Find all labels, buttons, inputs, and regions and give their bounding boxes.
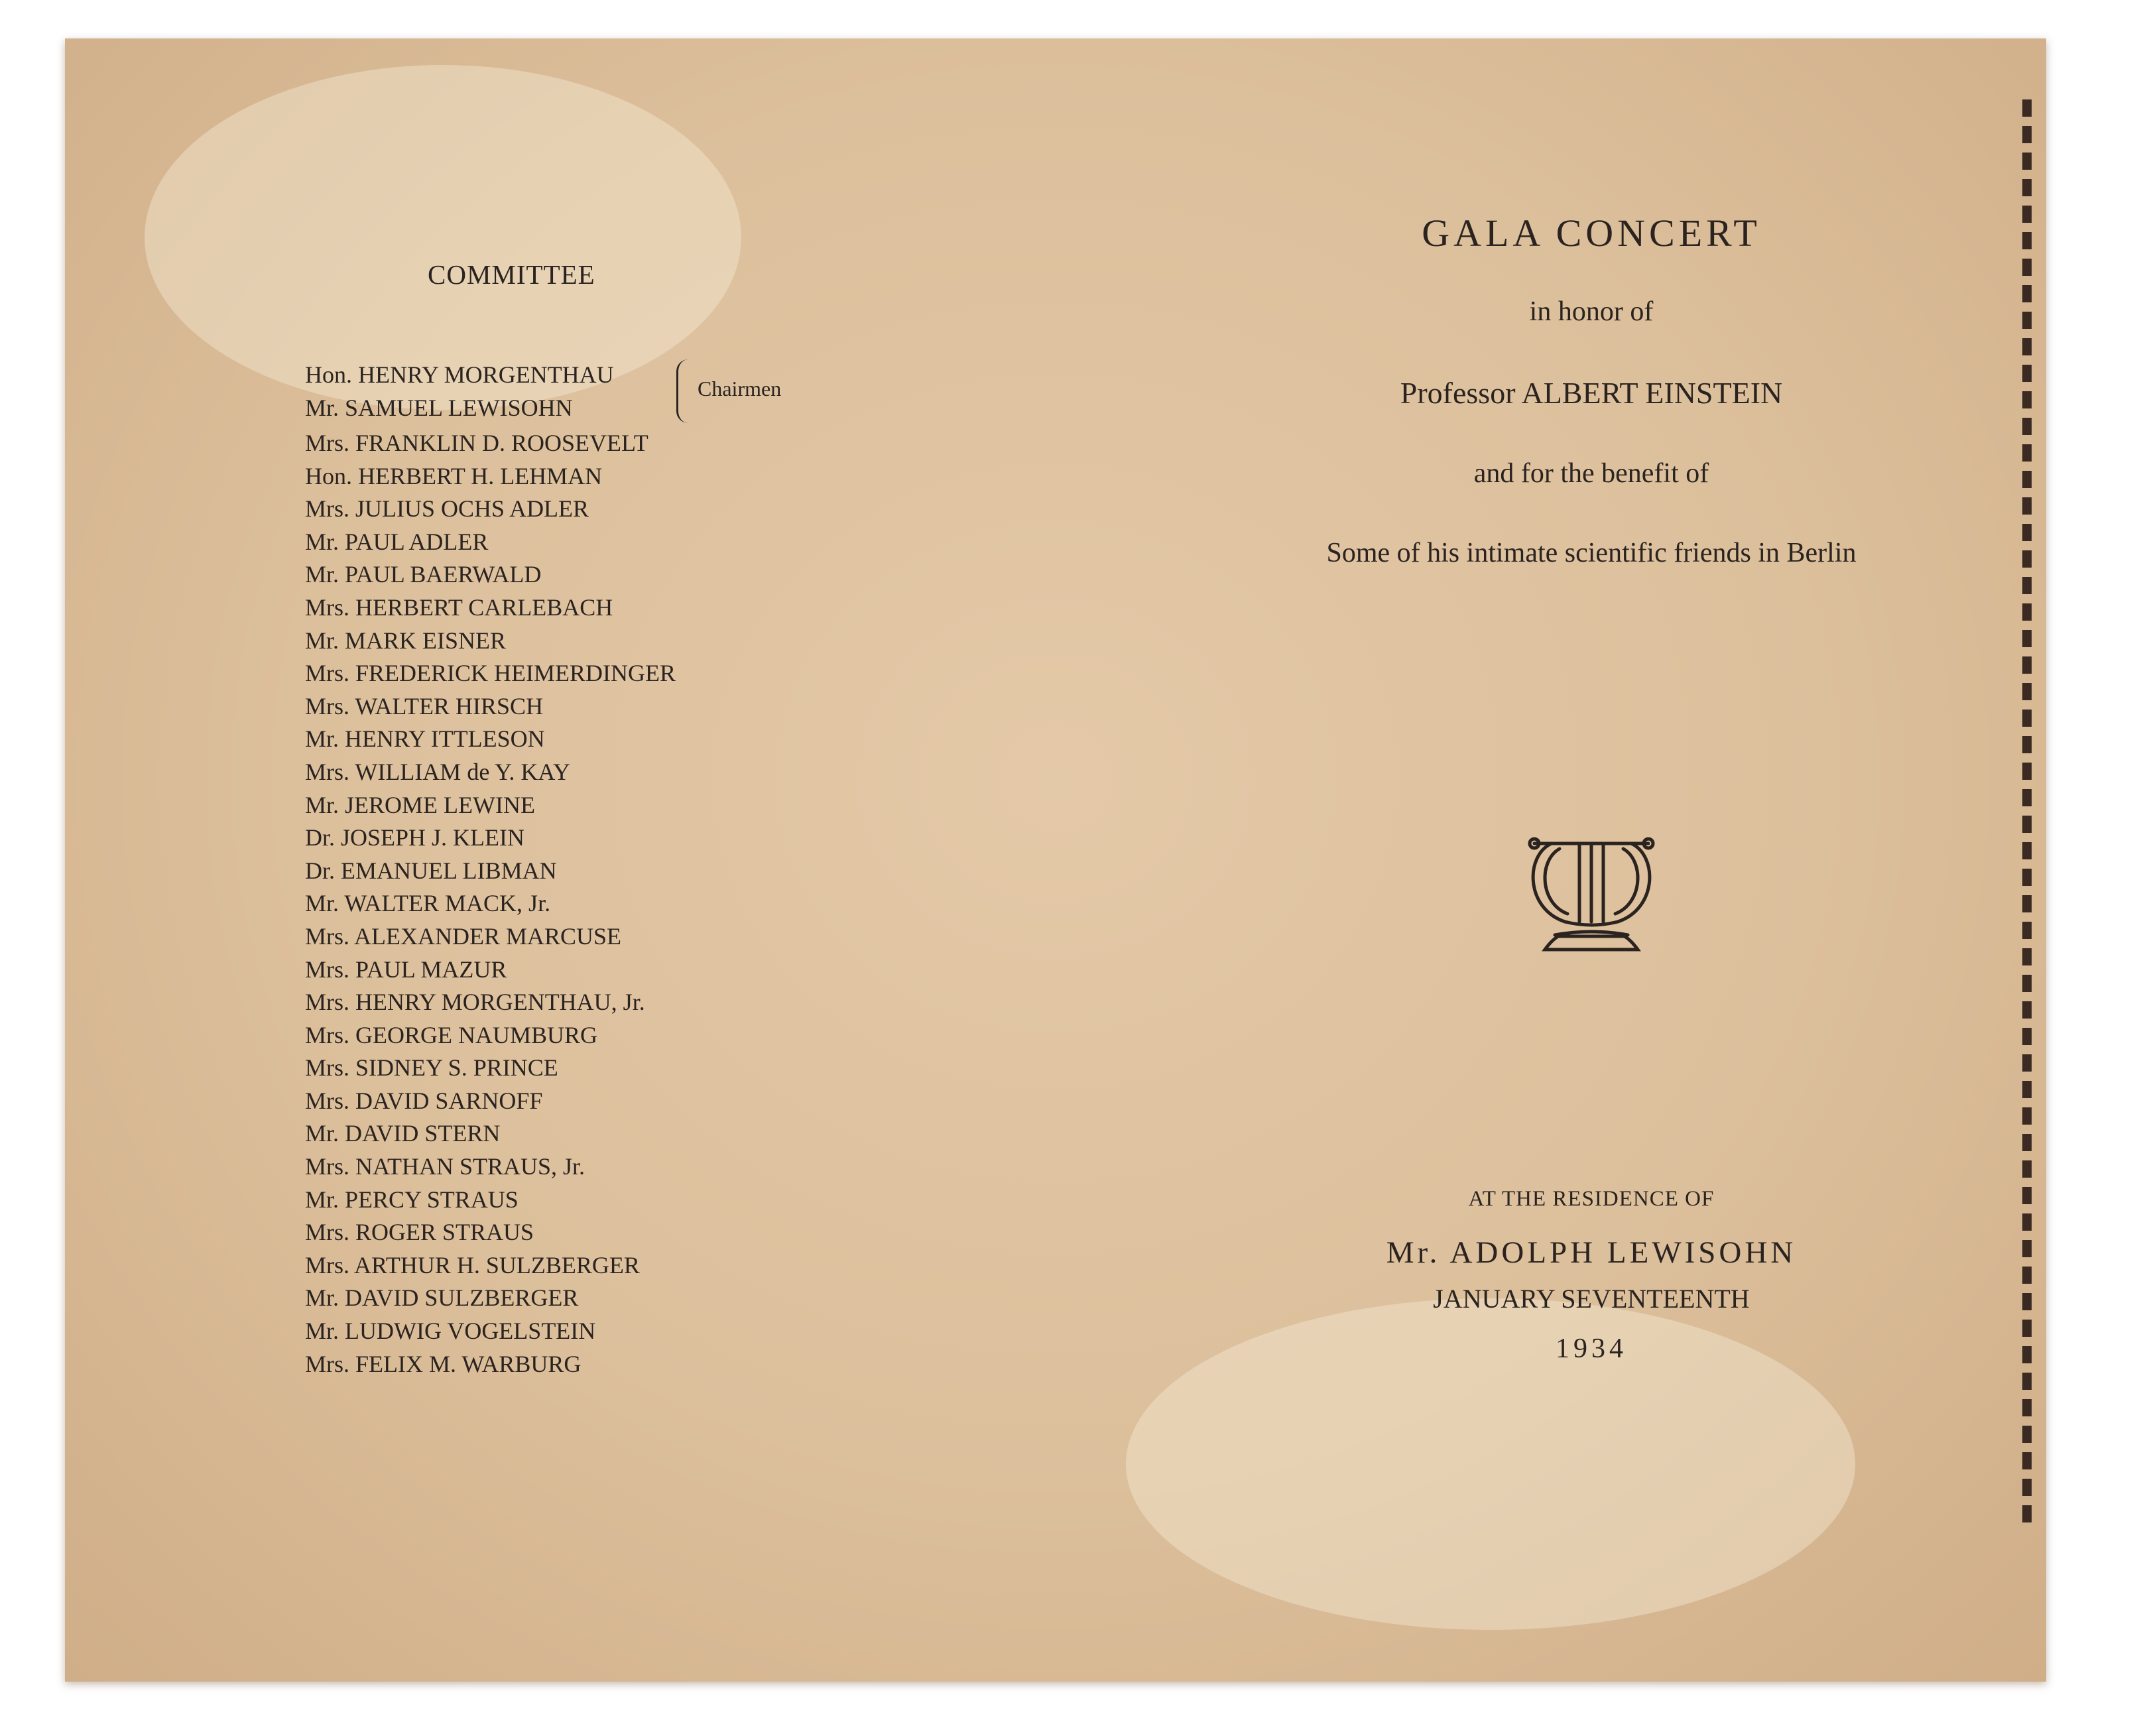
committee-member-row [305,1019,676,1052]
committee-member-row [305,625,676,658]
member-title: Mr. [305,890,339,917]
concert-title: GALA CONCERT [1422,212,1761,255]
committee-member-row [305,920,676,954]
member-title: Mrs. [305,1054,350,1082]
residence-label: AT THE RESIDENCE OF [1468,1187,1715,1211]
chair-name: HENRY MORGENTHAU [358,361,614,388]
committee-member-row [305,657,676,690]
member-title: Mr. [305,1186,339,1213]
member-title: Mrs. [305,593,350,621]
member-title: Mrs. [305,1021,350,1048]
member-name: NATHAN STRAUS, Jr. [355,1153,585,1180]
member-name: HENRY ITTLESON [345,725,545,753]
committee-member-row [305,855,676,888]
member-title: Mr. [305,1318,339,1345]
member-title: Mr. [305,725,339,753]
member-name: WALTER MACK, Jr. [344,890,551,917]
member-name: GEORGE NAUMBURG [355,1021,598,1048]
committee-member-row [305,460,676,493]
committee-member-row [305,789,676,822]
member-title: Mrs. [305,1350,350,1377]
member-name: DAVID STERN [345,1120,501,1147]
lyre-icon [1525,829,1658,961]
committee-heading: COMMITTEE [428,259,595,290]
committee-member-row [305,1150,676,1184]
member-name: PAUL MAZUR [355,956,507,983]
chair-name: SAMUEL LEWISOHN [345,395,573,421]
committee-member-row [305,1315,676,1348]
committee-member-row [305,526,676,559]
member-title: Mr. [305,1120,339,1147]
member-title: Mrs. [305,922,350,950]
member-title: Mr. [305,627,339,654]
member-title: Mr. [305,791,339,818]
committee-member-row [305,690,676,723]
chair-row [305,391,614,424]
committee-member-row [305,1216,676,1249]
host-name: Mr. ADOLPH LEWISOHN [1386,1235,1797,1270]
committee-member-row [305,887,676,920]
member-name: WALTER HIRSCH [355,692,544,719]
member-name: DAVID SARNOFF [355,1087,543,1114]
committee-member-row [305,1117,676,1150]
committee-member-row [305,1085,676,1118]
member-name: PAUL BAERWALD [345,561,542,588]
committee-member-row [305,427,676,460]
committee-member-row [305,1052,676,1085]
committee-member-row [305,822,676,855]
member-title: Mrs. [305,430,350,456]
benefit-line: and for the benefit of [1473,458,1709,489]
chair-row [305,358,614,391]
member-name: LUDWIG VOGELSTEIN [345,1318,596,1345]
committee-member-row [305,591,676,625]
member-title: Mrs. [305,1153,350,1180]
member-name: JULIUS OCHS ADLER [355,495,589,523]
title-panel [1247,0,1936,1736]
chairmen-label: Chairmen [698,377,782,401]
member-name: FREDERICK HEIMERDINGER [355,660,676,687]
member-name: PERCY STRAUS [345,1186,519,1213]
member-name: HERBERT CARLEBACH [355,593,613,621]
member-title: Mrs. [305,495,350,523]
member-title: Mrs. [305,660,350,687]
committee-member-row [305,756,676,789]
member-name: EMANUEL LIBMAN [341,857,557,884]
member-name: HERBERT H. LEHMAN [358,462,603,489]
chairmen-list [305,358,614,424]
member-name: ARTHUR H. SULZBERGER [354,1251,640,1278]
committee-member-row [305,1348,676,1381]
chairmen-brace [676,359,698,423]
committee-members-list [305,427,676,1381]
beneficiaries-line: Some of his intimate scientific friends in Berlin [1326,538,1857,568]
member-name: FRANKLIN D. ROOSEVELT [355,430,648,456]
chair-title: Hon. [305,361,352,388]
committee-member-row [305,954,676,987]
member-title: Mrs. [305,1219,350,1246]
in-honor-line: in honor of [1529,296,1654,327]
member-title: Hon. [305,462,352,489]
binding-spine [2022,99,2032,1532]
member-name: FELIX M. WARBURG [355,1350,582,1377]
honoree-line: Professor ALBERT EINSTEIN [1400,376,1783,410]
committee-member-row [305,558,676,591]
member-title: Mrs. [305,692,350,719]
committee-member-row [305,1249,676,1282]
member-title: Dr. [305,824,335,851]
member-title: Mrs. [305,989,350,1016]
member-title: Mrs. [305,1251,350,1278]
committee-member-row [305,1184,676,1217]
member-title: Mrs. [305,956,350,983]
member-name: JEROME LEWINE [345,791,535,818]
member-name: MARK EISNER [345,627,507,654]
member-title: Mrs. [305,758,350,785]
chair-title: Mr. [305,395,339,421]
member-name: JOSEPH J. KLEIN [341,824,525,851]
member-title: Mrs. [305,1087,350,1114]
committee-member-row [305,723,676,756]
committee-member-row [305,493,676,526]
member-name: HENRY MORGENTHAU, Jr. [355,989,645,1016]
member-name: ROGER STRAUS [355,1219,534,1246]
member-title: Mr. [305,1284,339,1312]
member-name: PAUL ADLER [345,528,489,555]
member-title: Mr. [305,528,339,555]
committee-member-row [305,1282,676,1315]
committee-member-row [305,986,676,1019]
member-title: Dr. [305,857,335,884]
member-title: Mr. [305,561,339,588]
concert-year: 1934 [1556,1333,1627,1364]
member-name: WILLIAM de Y. KAY [355,758,571,785]
member-name: ALEXANDER MARCUSE [354,922,622,950]
member-name: DAVID SULZBERGER [345,1284,579,1312]
concert-date: JANUARY SEVENTEENTH [1433,1284,1750,1314]
member-name: SIDNEY S. PRINCE [355,1054,558,1082]
